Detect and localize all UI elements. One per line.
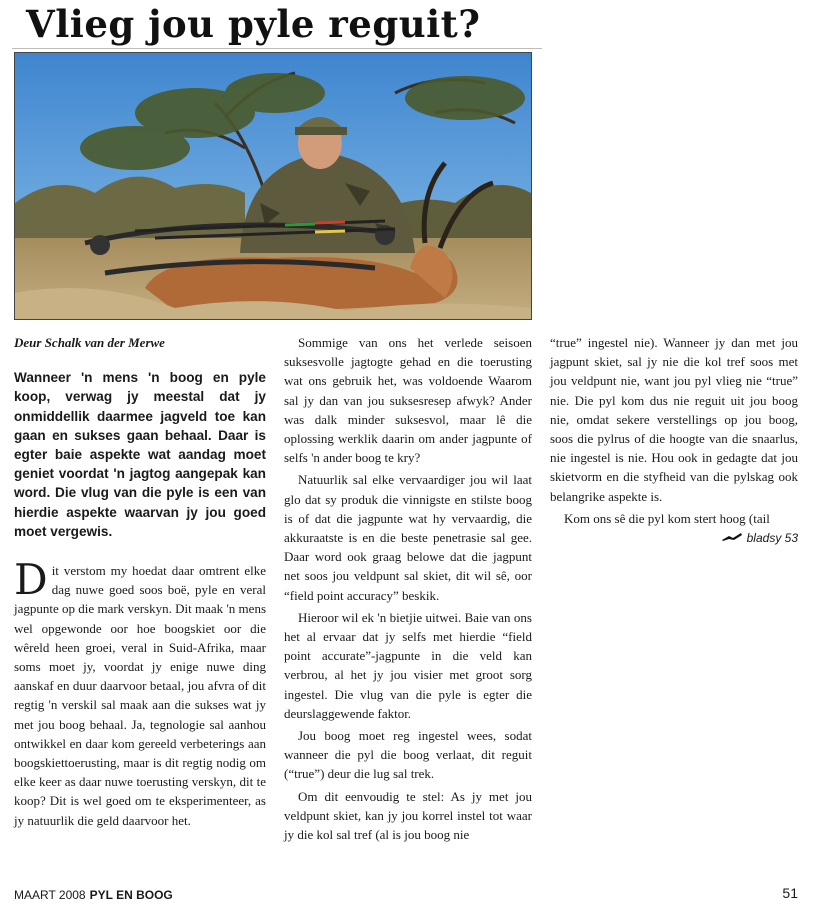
dropcap: D <box>14 555 48 605</box>
body-paragraph-4: Hieroor wil ek 'n bietjie uitwei. Baie van ons het al ervaar dat jy selfs met hierdie “field point accurate”-jagpunte in die veld kan verbrou, al het jy jou visier met groot sorg ingestel. Die vlug van die pyle is egter die deurslaggewende faktor. <box>284 609 532 721</box>
body-paragraph-1 <box>14 555 266 830</box>
page-number: 51 <box>782 885 798 901</box>
title-bar <box>12 0 542 49</box>
byline: Deur Schalk van der Merwe <box>14 335 165 350</box>
body-paragraph-1-text: it verstom my hoedat daar omtrent elke dag nuwe goed soos boë, pyle en veral jagpunte op die mark verskyn. Dit maak 'n mens wel opgewonde oor hoe boogskiet oor die wêreld heen groei, veral in Suid-Afrika, maar soms moet jy, voordat jy enige nuwe ding aanskaf en duur daarvoor betaal, jou afvra of dit regtig 'n verskil sal maak aan die sukses wat jy met jou boog behaal. Ja, tegnologie sal aanhou ontwikkel en daar kom gereeld verbeterings aan boogskiettoerusting, maar is dit regtig nodig om elke keer as daar nuwe toerusting verskyn, dit te koop? Dit is wel goed om te eksperimenteer, as jy natuurlik die geld daarvoor het. <box>14 563 266 828</box>
lede-paragraph: Wanneer 'n mens 'n boog en pyle koop, verwag jy meestal dat jy onmiddellik daarmee jagveld toe kan gaan en sukses gaan behaal. Daar is egter baie aspekte wat aandag moet geniet voordat 'n jagtog aangepak kan word. Die vlug van die pyle is een van hierdie aspekte waarvan jy jou goed moet vergewis. <box>14 370 266 539</box>
body-paragraph-7: “true” ingestel nie). Wanneer jy dan met jou jagpunt skiet, sal jy nie die kol tref soos met jou veldpunt nie, want jou pyl vlieg nie “true” nie. Die pyl kom dus nie reguit uit jou boog nie, omdat sekere verstellings op jou boog, soos die pylrus of die hoogte van die snaarlus, nie ingestel is nie. Hou ook in gedagte dat jou skietvorm en die styfheid van die pylskag ook belangrike aspekte is. <box>550 335 798 504</box>
archer-icon <box>721 529 743 548</box>
body-paragraph-2: Sommige van ons het verlede seisoen suksesvolle jagtogte gehad en die toerusting wat ons gebruik het, was voldoende Waarom sal jy dan van jou suksesresep afwyk? Ander was dalk minder suksesvol, maar lê die oplossing werklik daarin om ander jagpunte of selfs 'n ander boog te kry? <box>284 335 532 466</box>
column-1 <box>14 333 266 833</box>
continued-label: bladsy 53 <box>746 531 798 546</box>
article-title: Vlieg jou pyle reguit? <box>26 2 481 46</box>
hunter-with-impala-photo <box>15 53 531 319</box>
body-paragraph-5: Jou boog moet reg ingestel wees, sodat wanneer die pyl die boog verlaat, dit reguit (“true”) deur die lug sal trek. <box>284 728 532 782</box>
continued-on-page <box>550 529 798 548</box>
column-3 <box>550 333 798 548</box>
footer-magazine: PYL EN BOOG <box>89 888 173 902</box>
article-photo <box>14 52 532 320</box>
body-paragraph-6: Om dit eenvoudig te stel: As jy met jou veldpunt skiet, kan jy jou korrel instel tot waar jy die kol sal tref (al is jou boog nie <box>284 788 532 843</box>
body-paragraph-3: Natuurlik sal elke vervaardiger jou wil laat glo dat sy produk die vinnigste en stilste boog is of dat die jagpunte wat hy vervaardig, die akkuraatste is en die beste penetrasie sal gee. Daar word ook graag belowe dat die jagpunt net soos jou veldpunt sal skiet, dit wil sê, oor “field point accuracy” beskik. <box>284 472 532 603</box>
column-2 <box>284 333 532 847</box>
page-footer <box>14 885 798 905</box>
body-paragraph-8: Kom ons sê die pyl kom stert hoog (tail <box>564 510 770 526</box>
footer-issue-date: MAART 2008 <box>14 888 86 902</box>
footer-issue <box>14 888 173 902</box>
